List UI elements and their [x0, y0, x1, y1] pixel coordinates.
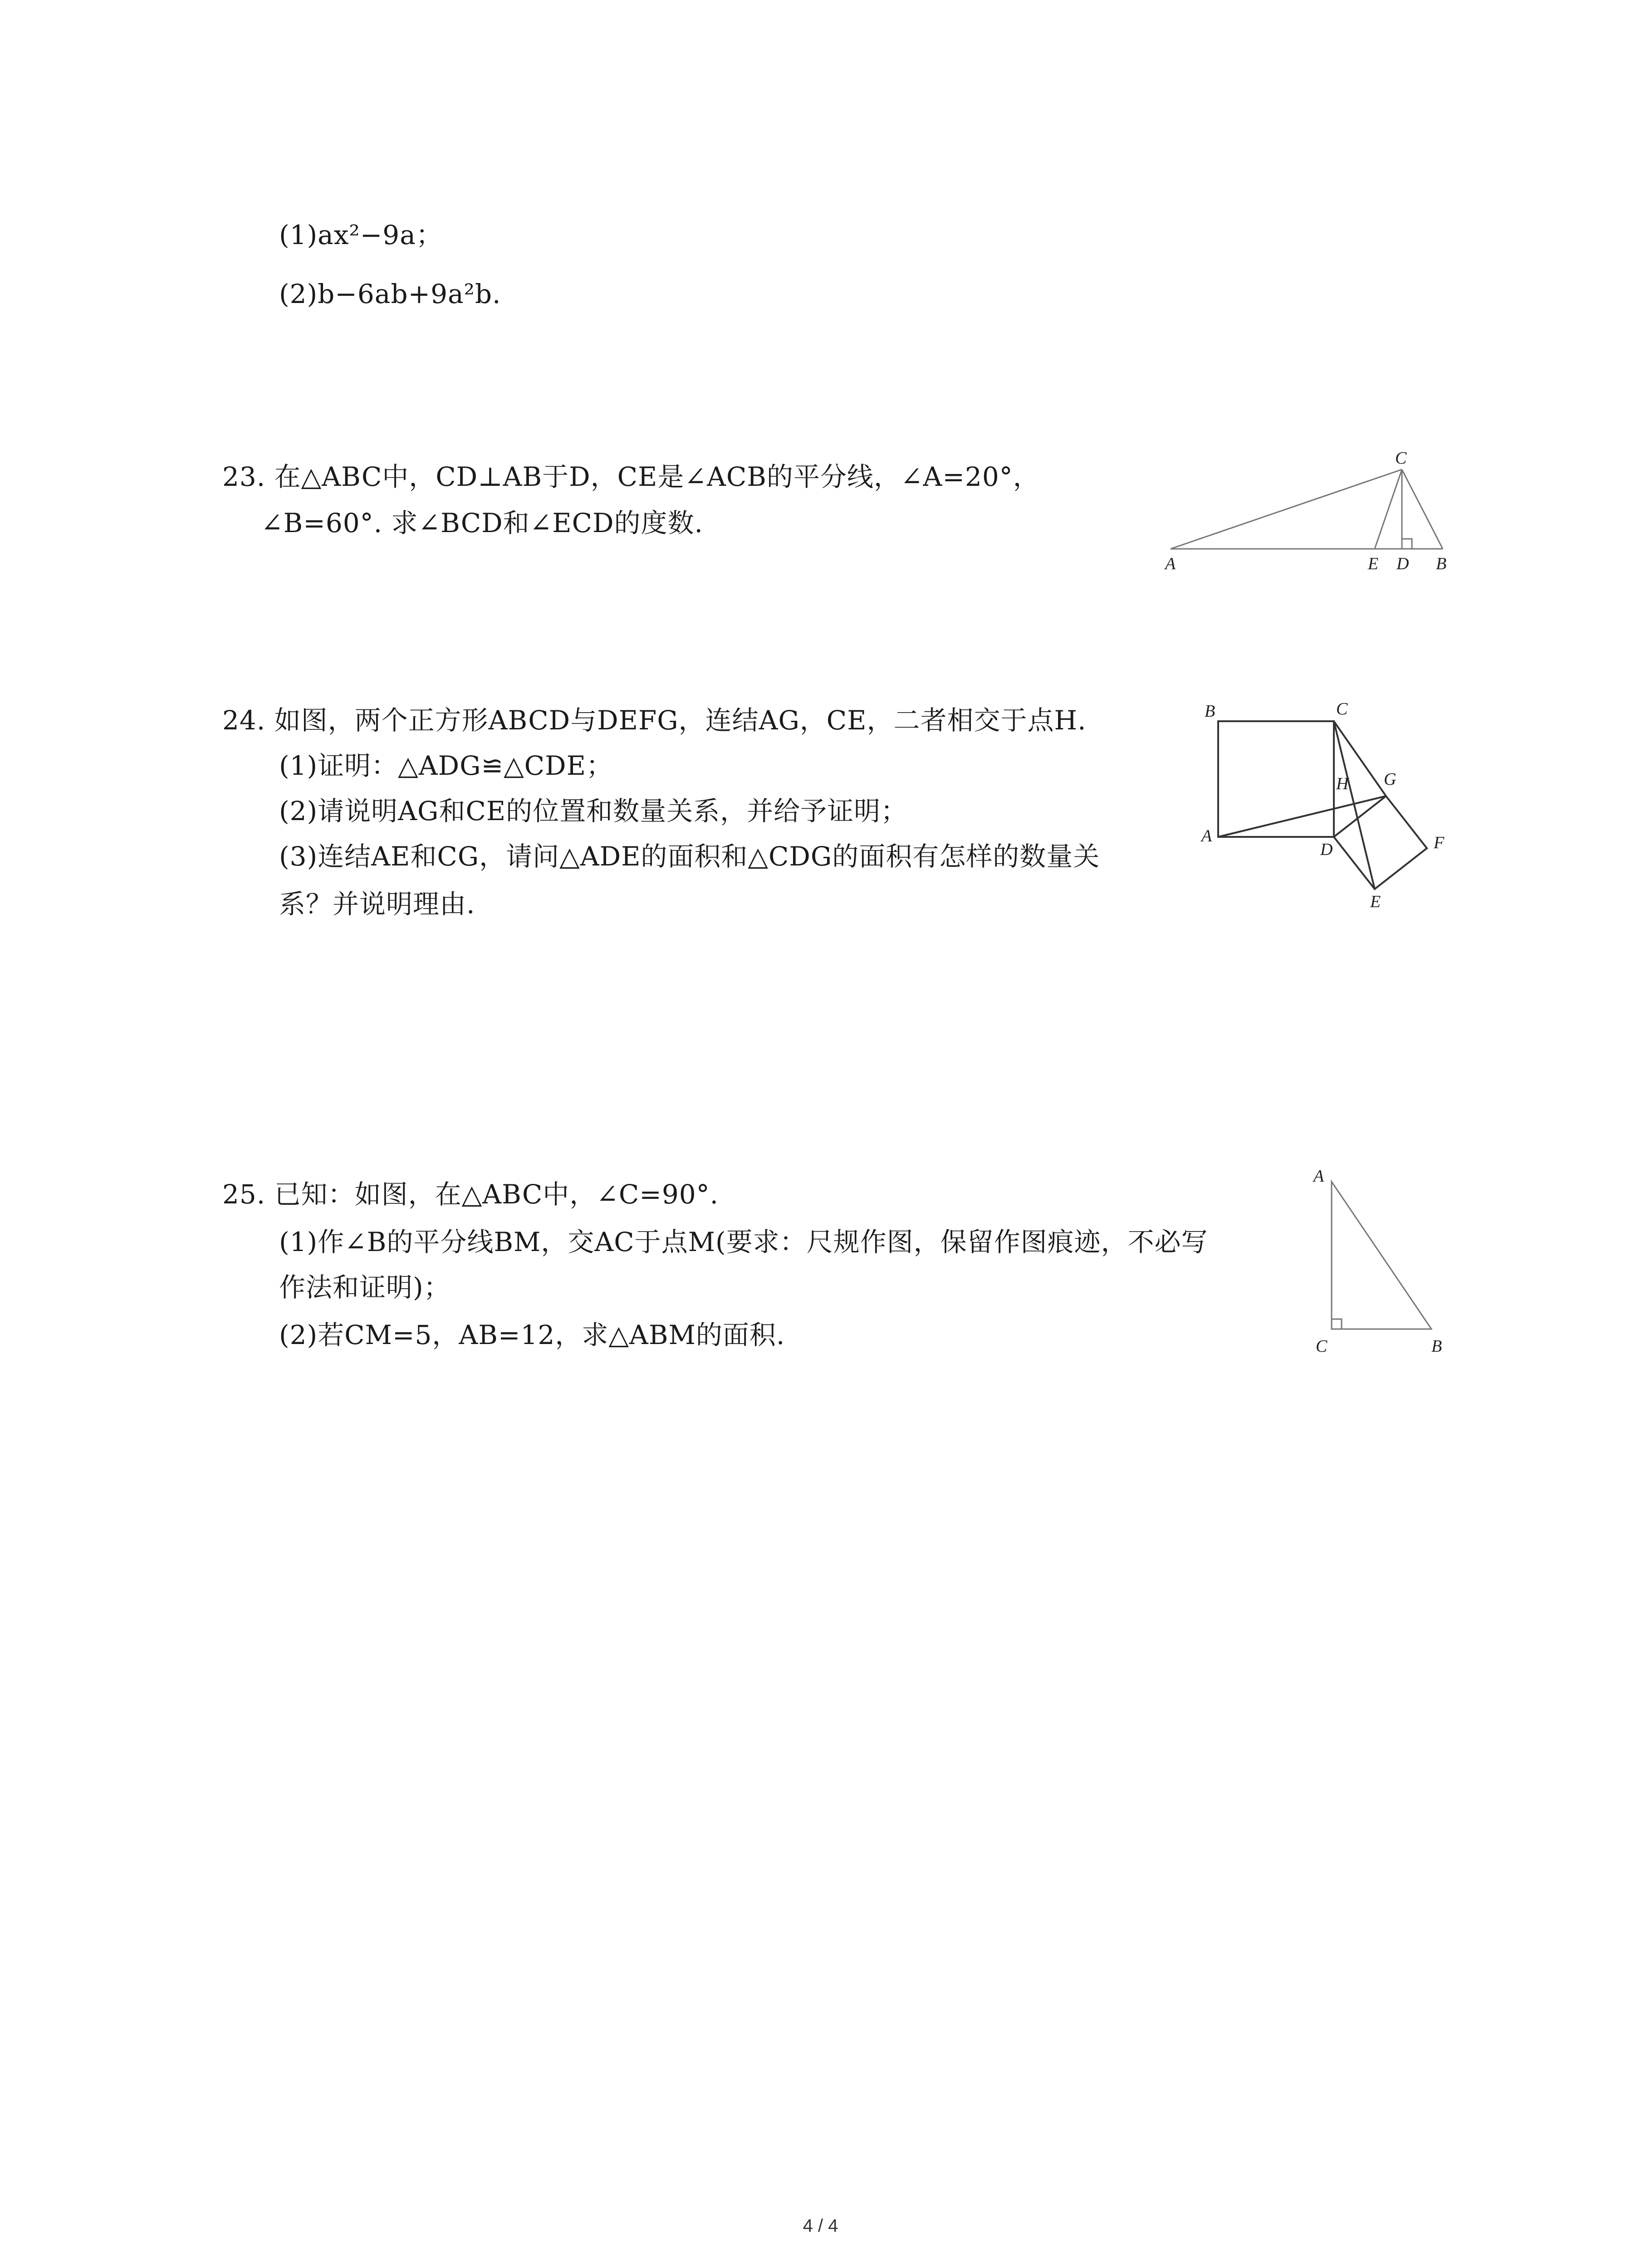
q23-line1: 23. 在△ABC中，CD⊥AB于D，CE是∠ACB的平分线，∠A=20°， [222, 461, 1040, 492]
q24-label-d: D [1320, 840, 1333, 859]
q25-figure [1307, 1161, 1461, 1361]
q24-label-c: C [1336, 699, 1348, 719]
q24-line1: 24. 如图，两个正方形ABCD与DEFG，连结AG，CE，二者相交于点H. [222, 705, 1087, 736]
q24-figure [1189, 694, 1461, 911]
page-number: 4 / 4 [803, 2216, 838, 2236]
q25-label-a: A [1313, 1167, 1324, 1186]
q25-label-c: C [1316, 1337, 1327, 1356]
q24-label-g: G [1384, 770, 1396, 789]
q24-line3: (2)请说明AG和CE的位置和数量关系，并给予证明； [279, 796, 908, 826]
q24-label-e: E [1370, 892, 1381, 911]
q24-line5: 系？并说明理由. [279, 889, 475, 919]
q23-label-b: B [1436, 554, 1447, 573]
q24-line4: (3)连结AE和CG，请问△ADE的面积和△CDG的面积有怎样的数量关 [279, 841, 1100, 872]
q25-line2: (1)作∠B的平分线BM，交AC于点M(要求：尺规作图，保留作图痕迹，不必写 [279, 1227, 1208, 1257]
q23-label-a: A [1165, 554, 1176, 573]
q24-label-h: H [1336, 774, 1349, 793]
q24-line2: (1)证明：△ADG≌△CDE； [279, 750, 613, 781]
q22-part2: (2)b−6ab+9a²b. [279, 279, 501, 309]
q24-label-f: F [1434, 833, 1445, 852]
q25-label-b: B [1431, 1337, 1442, 1356]
q23-label-c: C [1395, 449, 1407, 468]
q23-figure [1161, 445, 1461, 581]
q23-line2: ∠B=60°. 求∠BCD和∠ECD的度数. [261, 508, 703, 538]
q24-label-a: A [1201, 826, 1212, 846]
q23-label-e: E [1368, 554, 1379, 573]
q24-label-b: B [1205, 702, 1215, 721]
q25-line4: (2)若CM=5，AB=12，求△ABM的面积. [279, 1320, 785, 1350]
q25-line3: 作法和证明)； [279, 1272, 451, 1303]
q22-part1: (1)ax²−9a； [279, 220, 443, 250]
q25-line1: 25. 已知：如图，在△ABC中，∠C=90°. [222, 1179, 719, 1210]
q23-label-d: D [1396, 554, 1409, 573]
